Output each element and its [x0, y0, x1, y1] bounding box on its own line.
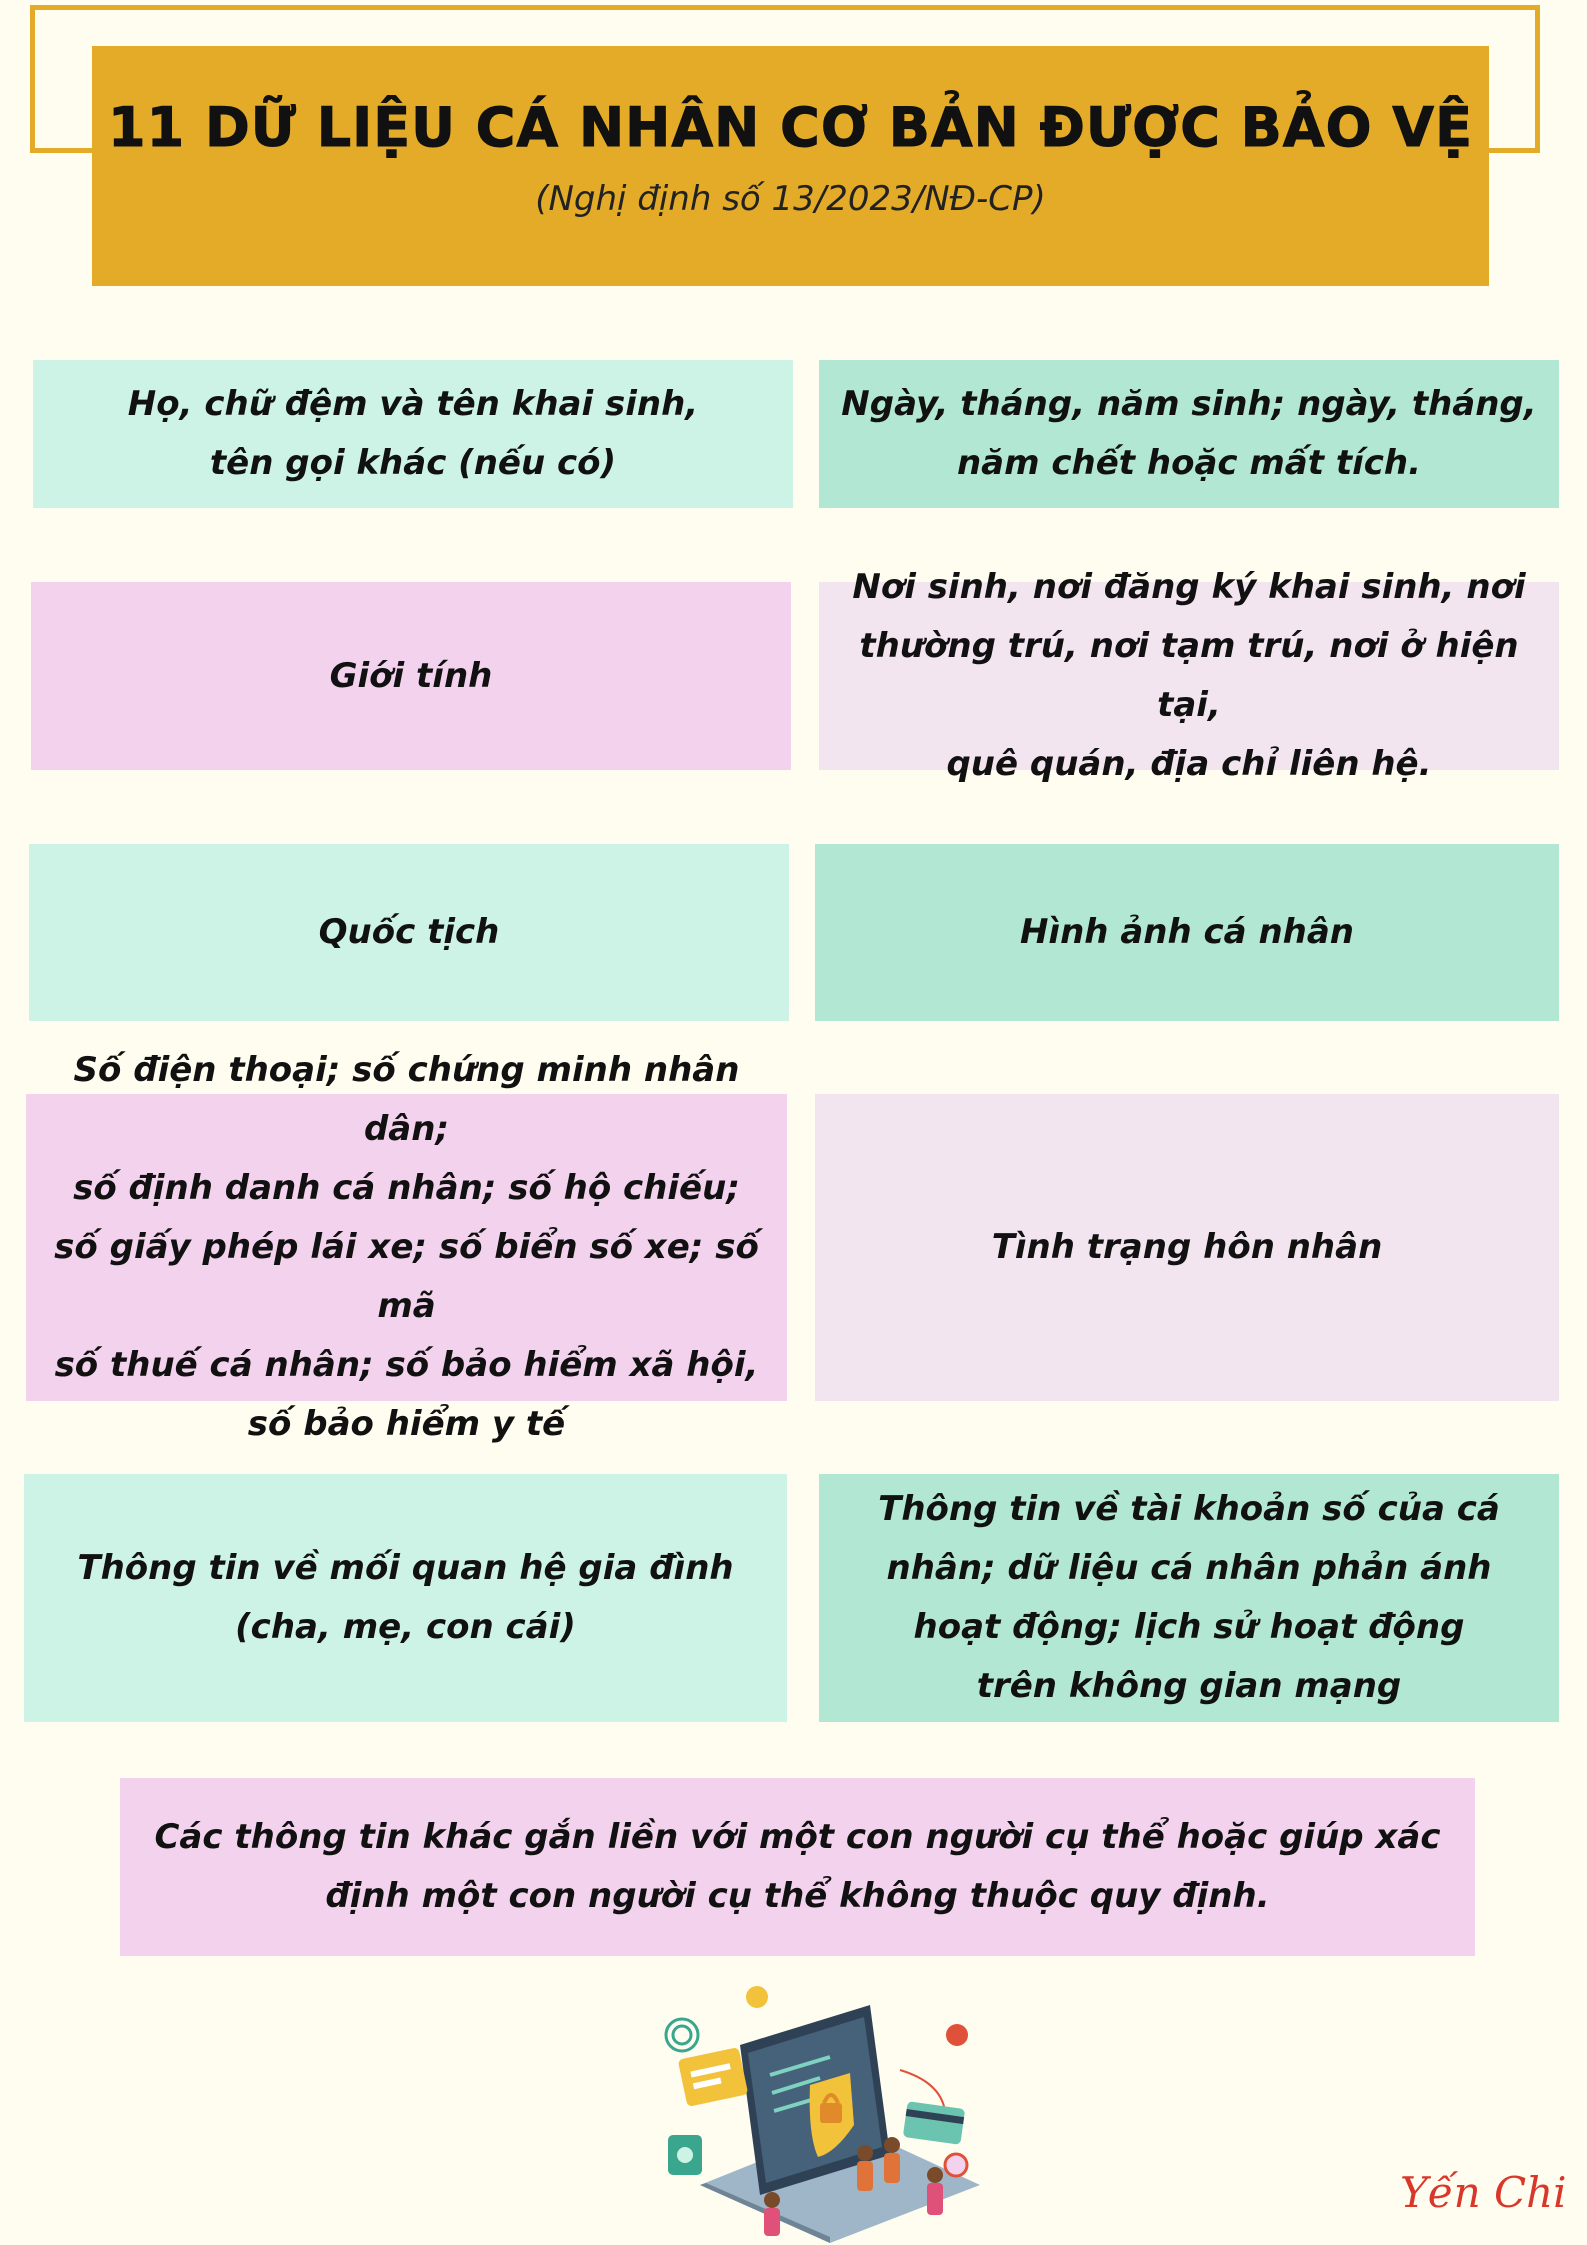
- card-addresses: Nơi sinh, nơi đăng ký khai sinh, nơi thường trú, nơi tạm trú, nơi ở hiện tại, quê quán, địa chỉ liên hệ.: [819, 582, 1559, 770]
- card-dates: Ngày, tháng, năm sinh; ngày, tháng, năm chết hoặc mất tích.: [819, 360, 1559, 508]
- page-title: 11 DỮ LIỆU CÁ NHÂN CƠ BẢN ĐƯỢC BẢO VỆ: [108, 95, 1473, 159]
- card-gender: Giới tính: [31, 582, 791, 770]
- card-full-name: Họ, chữ đệm và tên khai sinh, tên gọi khác (nếu có): [33, 360, 793, 508]
- page-subtitle: (Nghị định số 13/2023/NĐ-CP): [535, 178, 1046, 219]
- card-nationality: Quốc tịch: [29, 844, 789, 1021]
- card-family: Thông tin về mối quan hệ gia đình (cha, mẹ, con cái): [24, 1474, 787, 1722]
- author-signature: Yến Chi: [1400, 2168, 1567, 2217]
- card-digital-accounts: Thông tin về tài khoản số của cá nhân; dữ liệu cá nhân phản ánh hoạt động; lịch sử hoạt động trên không gian mạng: [819, 1474, 1559, 1722]
- card-id-numbers: Số điện thoại; số chứng minh nhân dân; số định danh cá nhân; số hộ chiếu; số giấy phép lái xe; số biển số xe; số mã số thuế cá nhân; số bảo hiểm xã hội, số bảo hiểm y tế: [26, 1094, 787, 1401]
- data-security-illustration-icon: [660, 1975, 1000, 2245]
- card-marital-status: Tình trạng hôn nhân: [815, 1094, 1559, 1401]
- card-photo: Hình ảnh cá nhân: [815, 844, 1559, 1021]
- header-banner: [92, 46, 1489, 286]
- card-other-info: Các thông tin khác gắn liền với một con người cụ thể hoặc giúp xác định một con người cụ thể không thuộc quy định.: [120, 1778, 1475, 1956]
- header-frame-left-foot: [30, 148, 100, 153]
